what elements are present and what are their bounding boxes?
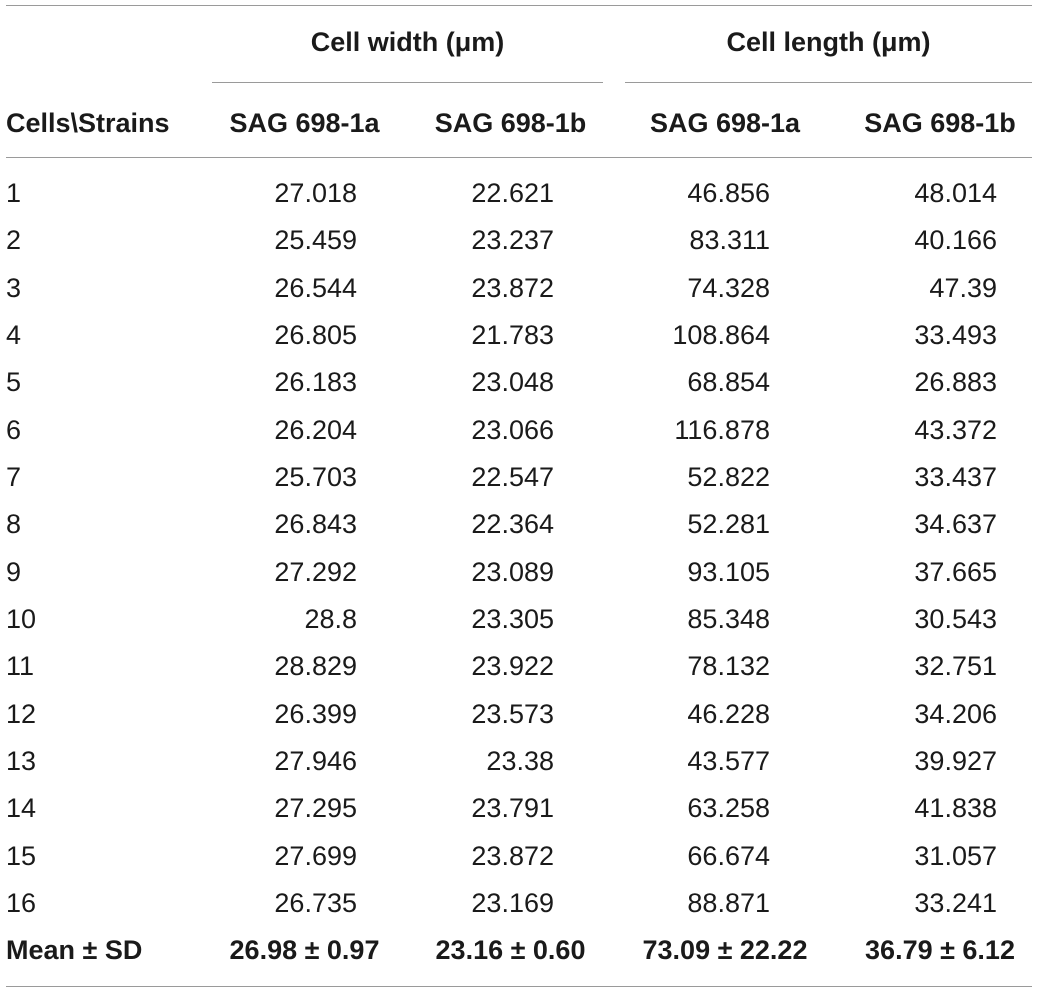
row-index-cell: 15 [6,841,37,871]
summary-cell: 26.98 ± 0.97 [229,935,380,965]
table-cell: 74.328 [687,273,770,303]
table-cell: 52.822 [687,462,770,492]
row-index-cell: 6 [6,415,22,445]
row-index-cell: 11 [6,651,35,681]
table-cell: 23.791 [471,793,554,823]
row-index-cell: 5 [6,367,22,397]
table-cell: 23.38 [486,746,554,776]
table-cell: 41.838 [914,793,997,823]
table-cell: 26.399 [274,699,357,729]
table-cell: 26.843 [274,509,357,539]
table-cell: 47.39 [929,273,997,303]
table-cell: 26.735 [274,888,357,918]
row-index-cell: 1 [6,178,22,208]
row-index-cell: 4 [6,320,22,350]
table-cell: 34.637 [914,509,997,539]
table-cell: 23.048 [471,367,554,397]
column-header: SAG 698-1b [864,108,1016,138]
row-index-cell: 9 [6,557,22,587]
table-cell: 22.621 [471,178,554,208]
cell-length-group-rule [625,82,1032,83]
table-cell: 93.105 [687,557,770,587]
table-cell: 48.014 [914,178,997,208]
table-cell: 26.544 [274,273,357,303]
table-cell: 43.372 [914,415,997,445]
group-header-cell-length: Cell length (μm) [726,27,931,57]
table-cell: 52.281 [687,509,770,539]
table-cell: 78.132 [687,651,770,681]
table-cell: 27.295 [274,793,357,823]
column-header: SAG 698-1b [434,108,587,138]
table-cell: 31.057 [914,841,997,871]
summary-cell: 23.16 ± 0.60 [435,935,586,965]
table-cell: 40.166 [914,225,997,255]
summary-label: Mean ± SD [6,935,143,965]
row-index-cell: 16 [6,888,37,918]
row-index-cell: 13 [6,746,37,776]
table-cell: 26.183 [274,367,357,397]
row-index-cell: 3 [6,273,22,303]
table-cell: 23.237 [471,225,554,255]
table-cell: 21.783 [471,320,554,350]
table-cell: 27.946 [274,746,357,776]
table-cell: 26.204 [274,415,357,445]
table-cell: 33.241 [914,888,997,918]
table-cell: 23.089 [471,557,554,587]
table-cell: 30.543 [914,604,997,634]
table-cell: 23.169 [471,888,554,918]
table-cell: 23.305 [471,604,554,634]
table-cell: 108.864 [672,320,770,350]
row-index-cell: 2 [6,225,22,255]
top-rule [6,5,1032,6]
table-cell: 116.878 [674,415,770,445]
table-cell: 23.872 [471,841,554,871]
row-header-label: Cells\Strains [6,108,170,138]
table-cell: 43.577 [687,746,770,776]
table-cell: 23.922 [471,651,554,681]
row-index-cell: 7 [6,462,22,492]
table-cell: 27.292 [274,557,357,587]
table-cell: 28.8 [304,604,357,634]
table-cell: 22.547 [471,462,554,492]
header-bottom-rule [6,157,1032,158]
table-cell: 32.751 [914,651,997,681]
column-header: SAG 698-1a [649,108,801,138]
row-index-cell: 12 [6,699,37,729]
row-index-cell: 10 [6,604,37,634]
table-cell: 28.829 [274,651,357,681]
table-cell: 27.699 [274,841,357,871]
table-cell: 33.437 [914,462,997,492]
table-cell: 68.854 [687,367,770,397]
table-cell: 25.459 [274,225,357,255]
summary-cell: 36.79 ± 6.12 [865,935,1015,965]
table-cell: 23.573 [471,699,554,729]
cell-width-group-rule [212,82,603,83]
table-cell: 26.883 [914,367,997,397]
table-cell: 34.206 [914,699,997,729]
summary-cell: 73.09 ± 22.22 [642,935,808,965]
table-cell: 22.364 [471,509,554,539]
bottom-rule [6,986,1032,987]
table-cell: 23.066 [471,415,554,445]
table-cell: 83.311 [689,225,770,255]
table-cell: 85.348 [687,604,770,634]
table-cell: 46.228 [687,699,770,729]
table-cell: 66.674 [687,841,770,871]
table-cell: 39.927 [914,746,997,776]
table-cell: 23.872 [471,273,554,303]
table-cell: 46.856 [687,178,770,208]
table-cell: 33.493 [914,320,997,350]
table-cell: 26.805 [274,320,357,350]
row-index-cell: 14 [6,793,37,823]
table-cell: 88.871 [687,888,770,918]
table-cell: 63.258 [687,793,770,823]
table-cell: 37.665 [914,557,997,587]
table-cell: 27.018 [274,178,357,208]
column-header: SAG 698-1a [229,108,380,138]
table-cell: 25.703 [274,462,357,492]
row-index-cell: 8 [6,509,22,539]
group-header-cell-width: Cell width (μm) [310,27,505,57]
